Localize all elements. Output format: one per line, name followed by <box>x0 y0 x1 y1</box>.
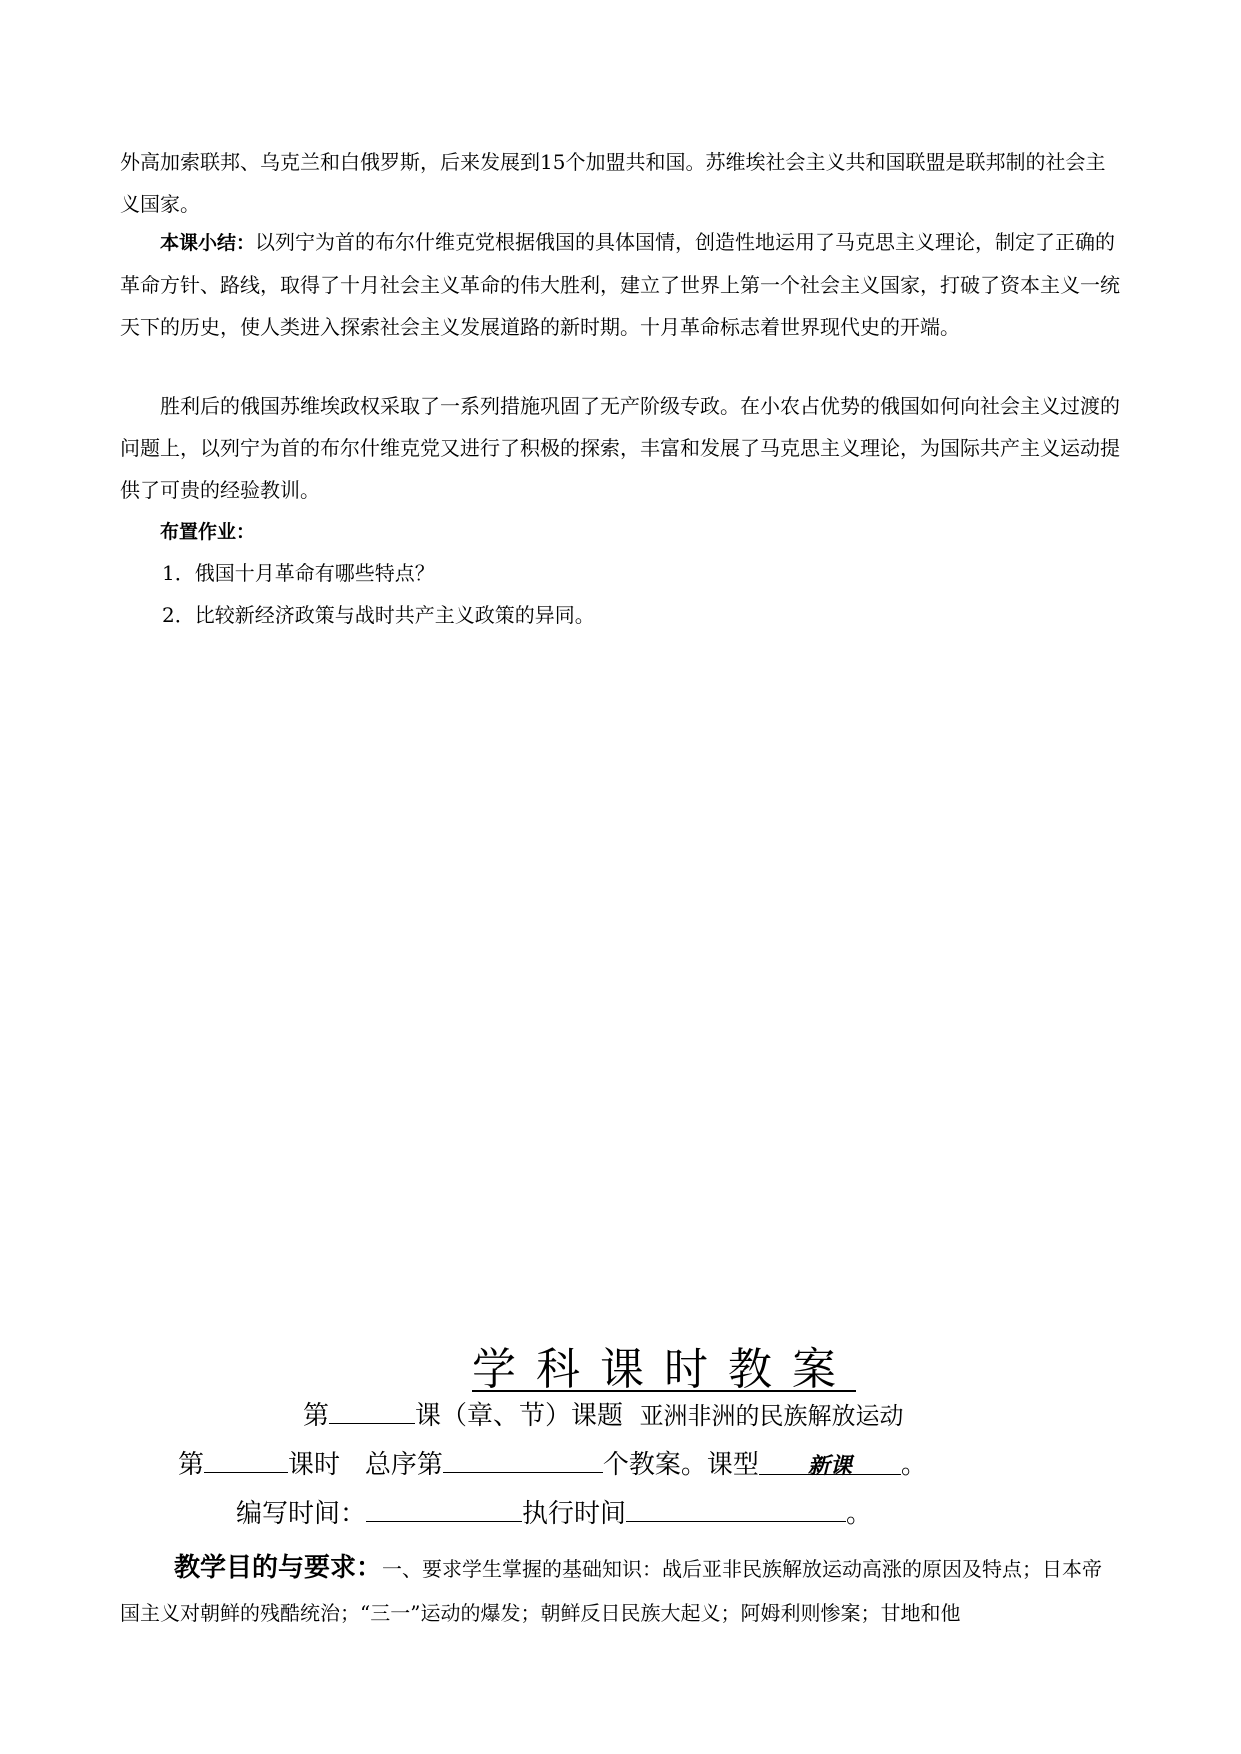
lesson-type-field[interactable]: 新课 <box>759 1448 901 1475</box>
plan-label: 个教案。课型 <box>602 1450 759 1480</box>
lesson-topic-line <box>303 1397 904 1434</box>
lesson-plan-title: 学科课时教案 <box>472 1344 856 1395</box>
total-sequence-label: 总序第 <box>364 1450 443 1480</box>
summary-label: 本课小结： <box>160 232 256 254</box>
objectives-paragraph <box>120 1546 1120 1635</box>
homework-label-text: 布置作业： <box>160 521 256 543</box>
execution-time-label: 执行时间 <box>522 1499 627 1529</box>
period-prefix: 第 <box>178 1450 205 1480</box>
lesson-topic: 亚洲非洲的民族解放运动 <box>639 1402 904 1430</box>
objectives-text: 一、要求学生掌握的基础知识：战后亚非民族解放运动高涨的原因及特点；日本帝国主义对朝鲜的残酷统治；“三一”运动的爆发；朝鲜反日民族大起义；阿姆利则惨案；甘地和他 <box>120 1557 1103 1625</box>
homework-item: 2．比较新经济政策与战时共产主义政策的异同。 <box>162 603 595 627</box>
lesson-number-blank[interactable] <box>329 1397 415 1424</box>
period-label: 课时 <box>288 1450 341 1480</box>
period-blank[interactable] <box>204 1446 288 1473</box>
homework-item: 1．俄国十月革命有哪些特点？ <box>162 561 435 585</box>
written-time-label: 编写时间： <box>236 1499 367 1529</box>
total-sequence-blank[interactable] <box>443 1446 603 1473</box>
after-victory-paragraph: 胜利后的俄国苏维埃政权采取了一系列措施巩固了无产阶级专政。在小农占优势的俄国如何向社会主义过渡的问题上，以列宁为首的布尔什维克党又进行了积极的探索，丰富和发展了马克思主义理论，为国际共产主义运动提供了可贵的经验教训。 <box>120 394 1120 502</box>
homework-label <box>120 510 1120 553</box>
summary-paragraph <box>120 221 1120 348</box>
time-line <box>236 1495 872 1532</box>
lesson-number-prefix: 第 <box>303 1401 330 1431</box>
time-line-end: 。 <box>846 1499 873 1529</box>
lesson-period-line <box>178 1446 927 1483</box>
execution-time-blank[interactable] <box>626 1495 846 1522</box>
objectives-label: 教学目的与要求： <box>174 1553 383 1583</box>
summary-text: 以列宁为首的布尔什维克党根据俄国的具体国情，创造性地运用了马克思主义理论，制定了正确的革命方针、路线，取得了十月社会主义革命的伟大胜利，建立了世界上第一个社会主义国家，打破了资本主义一统天下的历史，使人类进入探索社会主义发展道路的新时期。十月革命标志着世界现代史的开端。 <box>120 230 1120 339</box>
period-line-end: 。 <box>900 1450 927 1480</box>
continued-paragraph: 外高加索联邦、乌克兰和白俄罗斯，后来发展到15个加盟共和国。苏维埃社会主义共和国联盟是联邦制的社会主义国家。 <box>120 150 1106 216</box>
written-time-blank[interactable] <box>366 1495 522 1522</box>
lesson-topic-label: 课（章、节）课题 <box>415 1401 624 1431</box>
